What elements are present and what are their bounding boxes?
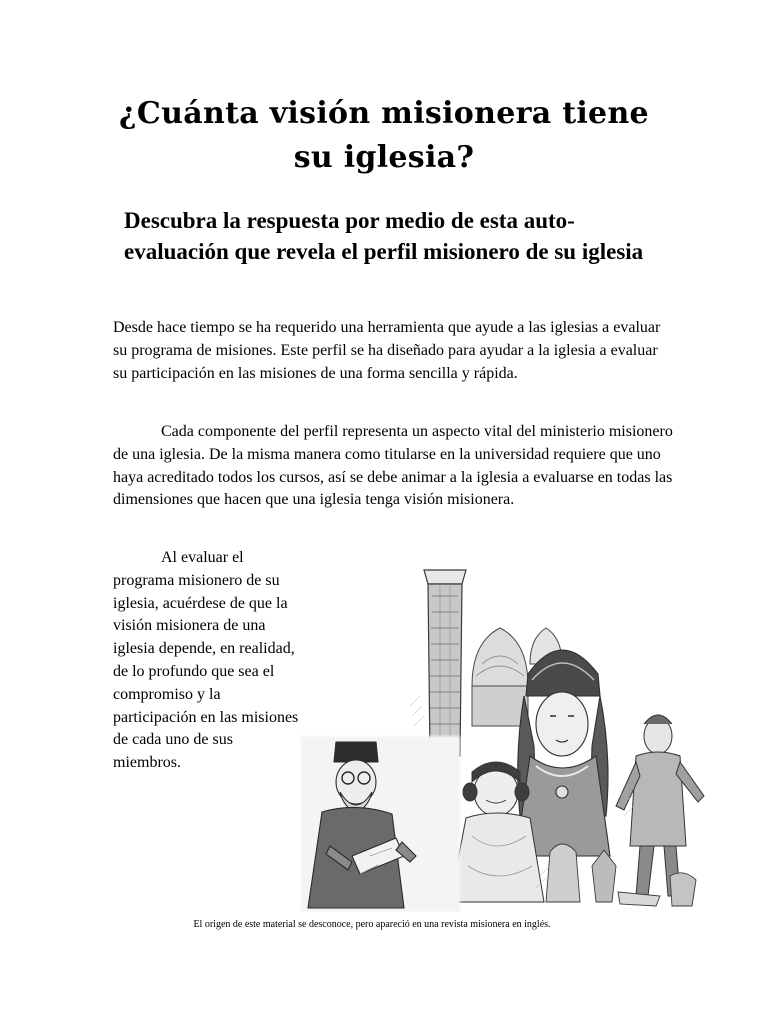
title-line-2: su iglesia? [293, 140, 475, 175]
missionary-illustration [300, 556, 718, 912]
paragraph-evaluate: Al evaluar el programa misionero de su iglesia, acuérdese de que la visión misionera de una iglesia depende, en realidad, de lo profundo que sea el compromiso y la participación en las misiones de cada uno de sus miembros. [113, 549, 299, 772]
subtitle: Descubra la respuesta por medio de esta auto-evaluación que revela el perfil misionero de su iglesia [124, 208, 644, 264]
title-line-1: ¿Cuánta visión misionera tiene [119, 96, 649, 131]
young-man-figure [616, 715, 704, 896]
minaret-tower [424, 570, 466, 756]
page-title [0, 92, 768, 180]
old-man-reading [300, 736, 460, 912]
source-caption: El origen de este material se desconoce, pero apareció en una revista misionera en inglés. [193, 919, 551, 930]
paragraph-components: Cada componente del perfil representa un aspecto vital del ministerio misionero de una iglesia. De la misma manera como titularse en la universidad requiere que uno haya acreditado todos los cursos, así se debe animar a la iglesia a evaluarse en todas las dimensiones que hacen que una iglesia tenga visión misionera. [113, 423, 673, 509]
paragraph-intro: Desde hace tiempo se ha requerido una herramienta que ayude a las iglesias a evaluar su programa de misiones. Este perfil se ha diseñado para ayudar a la iglesia a evaluar su participación en las misiones de una forma sencilla y rápida. [113, 319, 661, 382]
